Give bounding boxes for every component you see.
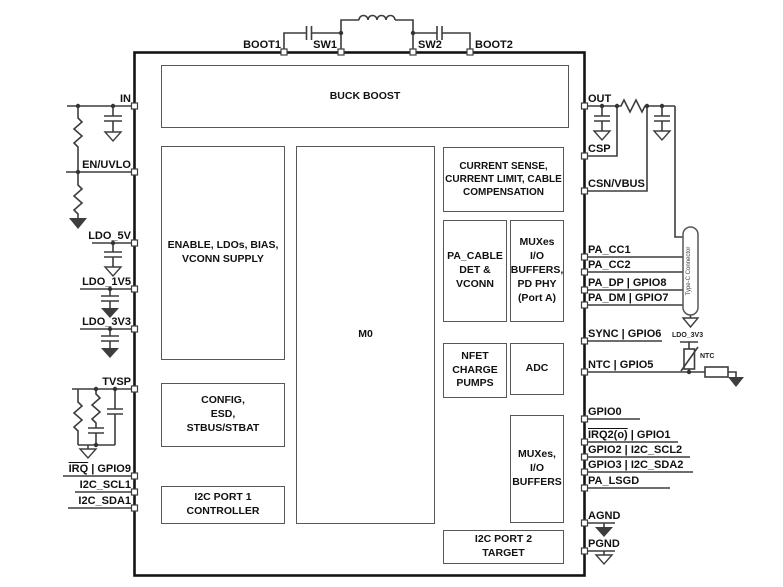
wire-agnd [585, 523, 615, 527]
capacitor-symbol [104, 243, 122, 267]
capacitor-symbol [437, 26, 442, 40]
resistor-symbol [74, 389, 82, 445]
pin-label-irq-rest: | GPIO9 [88, 463, 131, 475]
ground-icon [595, 527, 613, 537]
pin-label-irq2-rest: | GPIO1 [627, 429, 671, 441]
block-label: I2C PORT 1 [194, 491, 252, 504]
pin-label-sw1: SW1 [313, 39, 337, 51]
resistor-symbol [705, 367, 728, 377]
ground-icon [683, 318, 698, 327]
ground-icon [80, 449, 96, 458]
capacitor-symbol [101, 289, 119, 308]
pin-label-irq2-gpio1 [588, 429, 671, 442]
pin-label-gpio0: GPIO0 [588, 406, 622, 418]
pin-label-out: OUT [588, 93, 612, 105]
pin-label-ntc-gpio5: NTC | GPIO5 [588, 359, 654, 371]
type-c-connector-label: Type-C Connector [686, 246, 692, 296]
block-label: CURRENT SENSE, [459, 160, 548, 172]
resistor-symbol [74, 106, 82, 172]
pin-label-pa-lsgd: PA_LSGD [588, 475, 640, 487]
pin-label-pa-dp-gpio8: PA_DP | GPIO8 [588, 277, 667, 289]
block-muxes-io [510, 415, 564, 523]
block-label: PD PHY [517, 277, 557, 290]
block-label: CONTROLLER [186, 505, 260, 517]
block-label: CURRENT LIMIT, CABLE [445, 173, 562, 185]
block-i2c-port2 [443, 530, 564, 564]
block-nfet-charge-pumps [443, 343, 507, 398]
block-label: VCONN [456, 277, 494, 290]
block-current-sense [443, 147, 564, 212]
pin-label-sync-gpio6: SYNC | GPIO6 [588, 328, 662, 340]
pin-label-csp: CSP [588, 143, 611, 155]
capacitor-symbol [107, 389, 123, 445]
inductor-symbol [359, 16, 395, 20]
block-label: I2C PORT 2 [474, 533, 533, 546]
pin-label-i2c-scl1: I2C_SCL1 [79, 479, 131, 491]
capacitor-symbol [307, 26, 312, 40]
capacitor-symbol [654, 106, 670, 131]
block-label: BUCK BOOST [329, 89, 401, 102]
ground-icon [594, 131, 610, 140]
ntc-thermistor-label: NTC [700, 353, 715, 360]
block-pa-cable [443, 220, 507, 322]
block-i2c-port1 [161, 486, 285, 524]
capacitor-symbol [101, 329, 119, 348]
block-label: VCONN SUPPLY [182, 253, 264, 265]
block-label: COMPENSATION [463, 187, 544, 199]
ground-icon [728, 377, 744, 387]
wire-vbus [675, 106, 683, 237]
pin-label-i2c-sda1: I2C_SDA1 [78, 495, 131, 507]
block-config-esd [161, 383, 285, 447]
block-enable-ldos [161, 146, 285, 360]
block-label: I/O [529, 250, 544, 263]
pin-label-irq-bar: $\overline{IRQ}$ [68, 463, 89, 475]
block-label: BUFFERS [512, 475, 562, 488]
block-adc [510, 343, 564, 395]
pin-label-en-uvlo: EN/UVLO [82, 159, 131, 171]
block-label: MUXes [519, 236, 555, 249]
block-label: CONFIG, [201, 394, 245, 407]
block-label: CHARGE [452, 363, 498, 376]
block-label: MUXes, [518, 448, 556, 461]
block-label: STBUS/STBAT [186, 421, 260, 434]
pin-label-ldo-3v3: LDO_3V3 [82, 316, 131, 328]
rc-branch-symbol [88, 389, 104, 445]
ground-icon [105, 267, 121, 276]
block-label: NFET [461, 349, 489, 362]
block-label: DET & [459, 264, 491, 277]
block-muxes-pd-phy [510, 220, 564, 322]
pin-label-agnd: AGND [588, 510, 621, 522]
pin-label-gpio2-scl2: GPIO2 | I2C_SCL2 [588, 444, 683, 456]
top-network [284, 16, 470, 53]
wire [728, 372, 736, 377]
block-label: ESD, [210, 408, 236, 421]
capacitor-symbol [594, 106, 610, 131]
pin-label-gpio3-sda2: GPIO3 | I2C_SDA2 [588, 459, 684, 471]
pin-label-irq2-bar: IRQ2(o) [588, 429, 628, 441]
block-label: TARGET [482, 547, 525, 559]
ground-icon [105, 132, 121, 141]
capacitor-symbol [104, 106, 122, 132]
pin-label-sw2: SW2 [418, 39, 442, 51]
pin-label-irq-gpio9 [69, 463, 131, 476]
pin-label-pa-cc1: PA_CC1 [588, 244, 631, 256]
wire [341, 20, 413, 52]
block-label: (Port A) [517, 291, 557, 304]
ground-icon [101, 348, 119, 358]
pin-label-tvsp: TVSP [102, 376, 131, 388]
ground-icon [596, 555, 612, 564]
pin-label-ldo-1v5: LDO_1V5 [82, 276, 131, 288]
pin-label-in: IN [120, 93, 131, 105]
block-label: ADC [525, 362, 549, 375]
pin-label-boot1: BOOT1 [243, 39, 281, 51]
block-label: BUFFERS, [510, 264, 564, 277]
ldo3v3-supply-rail [680, 342, 698, 349]
ldo3v3-supply-label: LDO_3V3 [672, 332, 704, 339]
ground-icon [654, 131, 670, 140]
pin-label-boot2: BOOT2 [475, 39, 513, 51]
resistor-symbol [74, 172, 82, 218]
block-label: PA_CABLE [447, 250, 503, 263]
block-label: ENABLE, LDOs, BIAS, [167, 239, 279, 252]
block-m0 [296, 146, 435, 524]
pin-label-pa-cc2: PA_CC2 [588, 259, 631, 271]
pin-label-csn-vbus: CSN/VBUS [588, 178, 645, 190]
block-label: PUMPS [456, 377, 494, 390]
pin-label-pa-dm-gpio7: PA_DM | GPIO7 [588, 292, 669, 304]
block-label: M0 [358, 328, 373, 341]
pin-label-ldo-5v: LDO_5V [88, 230, 131, 242]
ground-icon [69, 218, 87, 229]
block-label: I/O [529, 462, 544, 475]
block-buck-boost [161, 65, 569, 128]
pin-label-pgnd: PGND [588, 538, 620, 550]
